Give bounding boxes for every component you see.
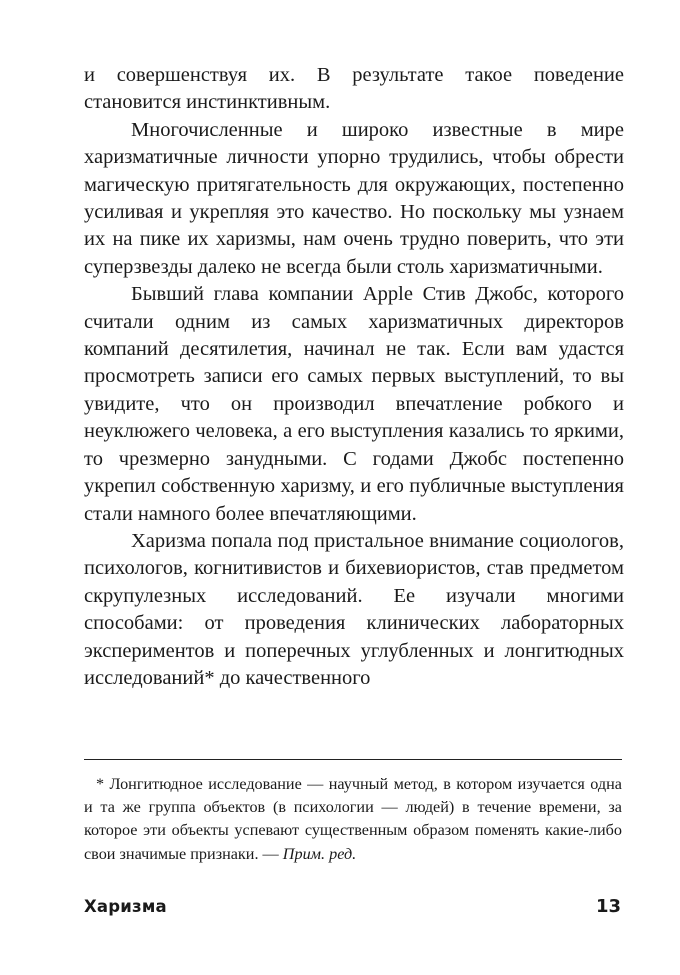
footnote-text: * Лонгитюдное исследование — научный метод, в котором изучается одна и та же группа объектов (в психологии — людей) в течение времени, за которое эти объекты успевают существенным образом поменять какие-либо свои значимые признаки. — [84,775,622,863]
paragraph-2: Многочисленные и широко известные в мире харизматичные личности упорно трудились, чтобы обрести магическую притягательность для окружающих, постепенно усиливая и укрепляя это качество. Но поскольку мы узнаем их на пике их харизмы, нам очень трудно поверить, что эти суперзвезды далеко не всегда были столь харизматичными. [84,118,624,278]
paragraph-4: Харизма попала под пристальное внимание социологов, психологов, когнитивистов и бихевиористов, став предметом скрупулезных исследований. Ее изучали многими способами: от проведения клинических лабораторных экспериментов и поперечных углубленных и лонгитюдных исследований* до качественного [84,529,624,689]
paragraph-1: и совершенствуя их. В результате такое поведение становится инстинктивным. [84,64,624,114]
footnote-editor-note: Прим. ред. [282,844,357,863]
page-number: 13 [595,896,621,917]
running-title: Харизма [84,897,167,916]
footnote [84,773,622,866]
footnote-divider [84,759,622,760]
paragraph-3: Бывший глава компании Apple Стив Джобс, которого считали одним из самых харизматичных директоров компаний десятилетия, начинал не так. Если вам удастся просмотреть записи его самых первых выступлений, то вы увидите, что он производил впечатление робкого и неуклюжего человека, а его выступления казались то яркими, то чрезмерно занудными. С годами Джобс постепенно укрепил собственную харизму, и его публичные выступления стали намного более впечатляющими. [84,283,624,525]
main-text [84,62,624,692]
